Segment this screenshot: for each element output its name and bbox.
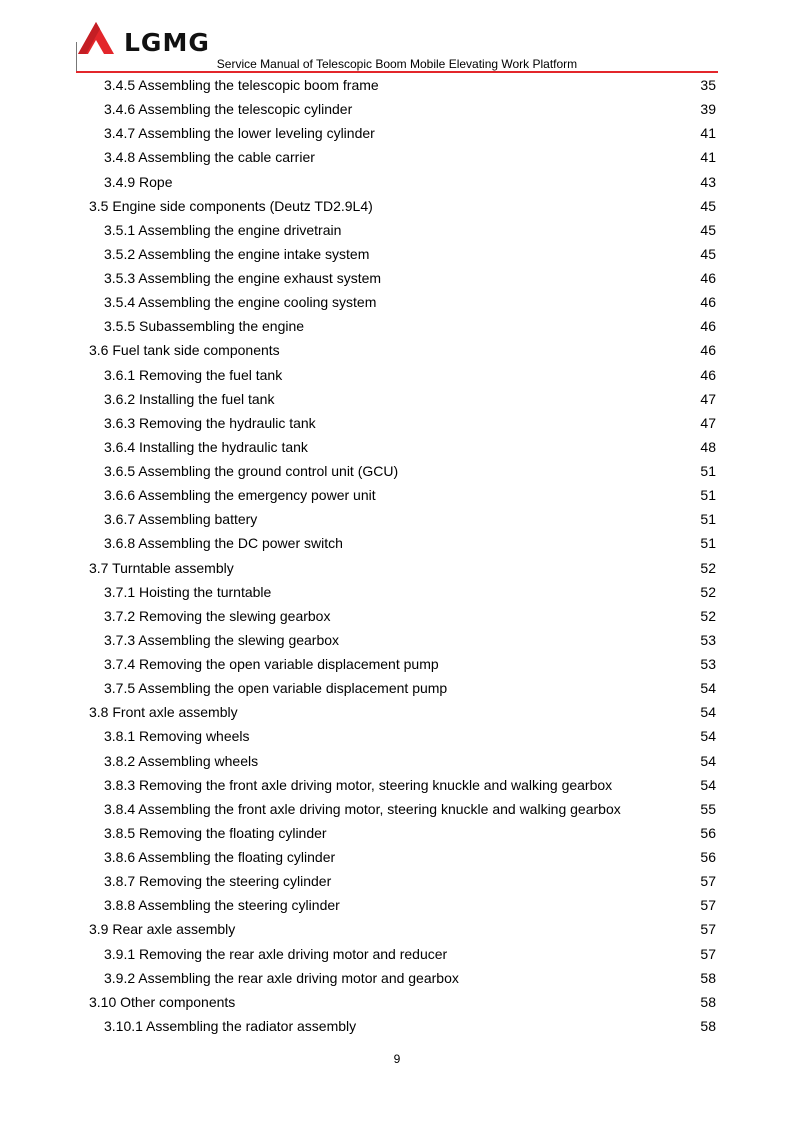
toc-subsection-entry[interactable] [0, 121, 794, 145]
toc-subsection-entry[interactable] [0, 218, 794, 242]
toc-entry-page: 46 [700, 318, 716, 335]
toc-subsection-entry[interactable] [0, 73, 794, 97]
toc-entry-title: 3.4.7 Assembling the lower leveling cylinder [104, 125, 375, 142]
toc-entry-page: 47 [700, 390, 716, 407]
toc-entry-title: 3.8.3 Removing the front axle driving motor, steering knuckle and walking gearbox [104, 776, 613, 793]
toc-entry-page: 57 [700, 945, 716, 962]
toc-entry-title: 3.8.8 Assembling the steering cylinder [104, 897, 340, 914]
company-logo [76, 20, 236, 56]
toc-section-entry[interactable] [0, 700, 794, 724]
toc-entry-page: 52 [700, 607, 716, 624]
toc-subsection-entry[interactable] [0, 507, 794, 531]
toc-entry-title: 3.10.1 Assembling the radiator assembly [104, 1017, 357, 1034]
toc-entry-title: 3.8.7 Removing the steering cylinder [104, 873, 332, 890]
toc-entry-page: 54 [700, 728, 716, 745]
toc-entry-page: 45 [700, 245, 716, 262]
toc-subsection-entry[interactable] [0, 628, 794, 652]
toc-entry-page: 46 [700, 294, 716, 311]
toc-section-entry[interactable] [0, 990, 794, 1014]
toc-subsection-entry[interactable] [0, 845, 794, 869]
toc-subsection-entry[interactable] [0, 604, 794, 628]
toc-subsection-entry[interactable] [0, 652, 794, 676]
toc-entry-title: 3.5.5 Subassembling the engine [104, 318, 305, 335]
toc-entry-page: 53 [700, 631, 716, 648]
toc-subsection-entry[interactable] [0, 531, 794, 555]
toc-subsection-entry[interactable] [0, 411, 794, 435]
logo-wordmark: LGMG [124, 28, 210, 57]
toc-entry-page: 45 [700, 197, 716, 214]
toc-entry-title: 3.6.3 Removing the hydraulic tank [104, 414, 316, 431]
toc-subsection-entry[interactable] [0, 942, 794, 966]
toc-subsection-entry[interactable] [0, 893, 794, 917]
toc-entry-page: 41 [700, 149, 716, 166]
lgmg-emblem-icon [76, 20, 120, 56]
header-title: Service Manual of Telescopic Boom Mobile Elevating Work Platform [216, 57, 578, 71]
toc-entry-page: 41 [700, 125, 716, 142]
toc-entry-page: 54 [700, 752, 716, 769]
toc-entry-page: 52 [700, 559, 716, 576]
toc-entry-title: 3.7.4 Removing the open variable displacement pump [104, 656, 439, 672]
toc-entry-title: 3.8.1 Removing wheels [104, 728, 250, 745]
toc-entry-title: 3.7.2 Removing the slewing gearbox [104, 607, 331, 624]
toc-entry-title: 3.5.4 Assembling the engine cooling system [104, 294, 377, 311]
toc-subsection-entry[interactable] [0, 290, 794, 314]
toc-entry-page: 47 [700, 414, 716, 431]
toc-subsection-entry[interactable] [0, 797, 794, 821]
toc-entry-page: 56 [700, 849, 716, 865]
toc-subsection-entry[interactable] [0, 242, 794, 266]
toc-entry-title: 3.8 Front axle assembly [89, 704, 238, 721]
toc-entry-page: 51 [700, 511, 716, 528]
toc-entry-title: 3.4.8 Assembling the cable carrier [104, 149, 315, 166]
toc-subsection-entry[interactable] [0, 724, 794, 748]
toc-subsection-entry[interactable] [0, 266, 794, 290]
toc-subsection-entry[interactable] [0, 435, 794, 459]
toc-entry-title: 3.9.1 Removing the rear axle driving motor and reducer [104, 945, 448, 962]
toc-entry-title: 3.7 Turntable assembly [89, 559, 234, 576]
toc-entry-title: 3.7.5 Assembling the open variable displacement pump [104, 680, 448, 697]
toc-entry-page: 51 [700, 463, 716, 479]
toc-entry-page: 55 [700, 800, 716, 817]
toc-subsection-entry[interactable] [0, 1014, 794, 1038]
toc-entry-title: 3.5.3 Assembling the engine exhaust system [104, 270, 382, 286]
toc-entry-title: 3.7.3 Assembling the slewing gearbox [104, 631, 340, 648]
toc-subsection-entry[interactable] [0, 387, 794, 411]
toc-subsection-entry[interactable] [0, 483, 794, 507]
toc-entry-page: 48 [700, 438, 716, 455]
toc-subsection-entry[interactable] [0, 966, 794, 990]
toc-subsection-entry[interactable] [0, 869, 794, 893]
toc-entry-page: 39 [700, 101, 716, 118]
toc-entry-title: 3.5 Engine side components (Deutz TD2.9L4) [89, 197, 373, 214]
toc-subsection-entry[interactable] [0, 773, 794, 797]
toc-entry-page: 46 [700, 342, 716, 359]
toc-entry-title: 3.6.8 Assembling the DC power switch [104, 535, 343, 552]
toc-entry-title: 3.10 Other components [89, 993, 236, 1010]
toc-entry-title: 3.6.5 Assembling the ground control unit (GCU) [104, 463, 399, 479]
toc-entry-title: 3.6.2 Installing the fuel tank [104, 390, 275, 407]
toc-entry-title: 3.6.4 Installing the hydraulic tank [104, 438, 308, 455]
toc-entry-title: 3.8.2 Assembling wheels [104, 752, 259, 769]
toc-entry-page: 54 [700, 704, 716, 721]
toc-entry-page: 58 [700, 1017, 716, 1034]
toc-entry-title: 3.7.1 Hoisting the turntable [104, 583, 272, 600]
toc-subsection-entry[interactable] [0, 314, 794, 338]
toc-section-entry[interactable] [0, 338, 794, 362]
toc-entry-page: 46 [700, 366, 716, 383]
toc-entry-page: 56 [700, 824, 716, 841]
toc-entry-title: 3.8.5 Removing the floating cylinder [104, 824, 327, 841]
toc-entry-title: 3.9 Rear axle assembly [89, 921, 236, 938]
toc-entry-title: 3.8.4 Assembling the front axle driving motor, steering knuckle and walking gearbox [104, 800, 621, 817]
page-number: 9 [393, 1052, 401, 1066]
toc-subsection-entry[interactable] [0, 821, 794, 845]
toc-subsection-entry[interactable] [0, 676, 794, 700]
toc-entry-page: 58 [700, 969, 716, 986]
toc-entry-page: 53 [700, 656, 716, 672]
toc-subsection-entry[interactable] [0, 145, 794, 169]
toc-entry-title: 3.8.6 Assembling the floating cylinder [104, 849, 336, 865]
toc-entry-page: 54 [700, 680, 716, 697]
toc-entry-page: 35 [700, 77, 716, 93]
toc-entry-title: 3.4.5 Assembling the telescopic boom frame [104, 77, 379, 93]
toc-entry-page: 43 [700, 173, 716, 190]
toc-entry-page: 57 [700, 897, 716, 914]
toc-entry-page: 57 [700, 873, 716, 890]
toc-entry-title: 3.6.7 Assembling battery [104, 511, 258, 528]
toc-subsection-entry[interactable] [0, 363, 794, 387]
toc-entry-page: 51 [700, 535, 716, 552]
toc-entry-title: 3.9.2 Assembling the rear axle driving motor and gearbox [104, 969, 459, 986]
toc-section-entry[interactable] [0, 917, 794, 941]
toc-entry-title: 3.6.1 Removing the fuel tank [104, 366, 283, 383]
toc-section-entry[interactable] [0, 556, 794, 580]
toc-entry-page: 54 [700, 776, 716, 793]
toc-entry-title: 3.4.6 Assembling the telescopic cylinder [104, 101, 353, 118]
toc-entry-page: 57 [700, 921, 716, 938]
toc-entry-page: 52 [700, 583, 716, 600]
toc-subsection-entry[interactable] [0, 580, 794, 604]
toc-entry-title: 3.4.9 Rope [104, 173, 173, 190]
toc-entry-title: 3.6 Fuel tank side components [89, 342, 280, 359]
toc-entry-page: 46 [700, 270, 716, 286]
toc-entry-title: 3.6.6 Assembling the emergency power unit [104, 487, 376, 504]
toc-section-entry[interactable] [0, 194, 794, 218]
toc-subsection-entry[interactable] [0, 749, 794, 773]
toc-entry-page: 51 [700, 487, 716, 504]
toc-entry-page: 45 [700, 221, 716, 238]
toc-subsection-entry[interactable] [0, 170, 794, 194]
toc-entry-title: 3.5.2 Assembling the engine intake system [104, 245, 370, 262]
toc-subsection-entry[interactable] [0, 459, 794, 483]
toc-entry-page: 58 [700, 993, 716, 1010]
toc-entry-title: 3.5.1 Assembling the engine drivetrain [104, 221, 342, 238]
table-of-contents [0, 73, 794, 1038]
toc-subsection-entry[interactable] [0, 97, 794, 121]
